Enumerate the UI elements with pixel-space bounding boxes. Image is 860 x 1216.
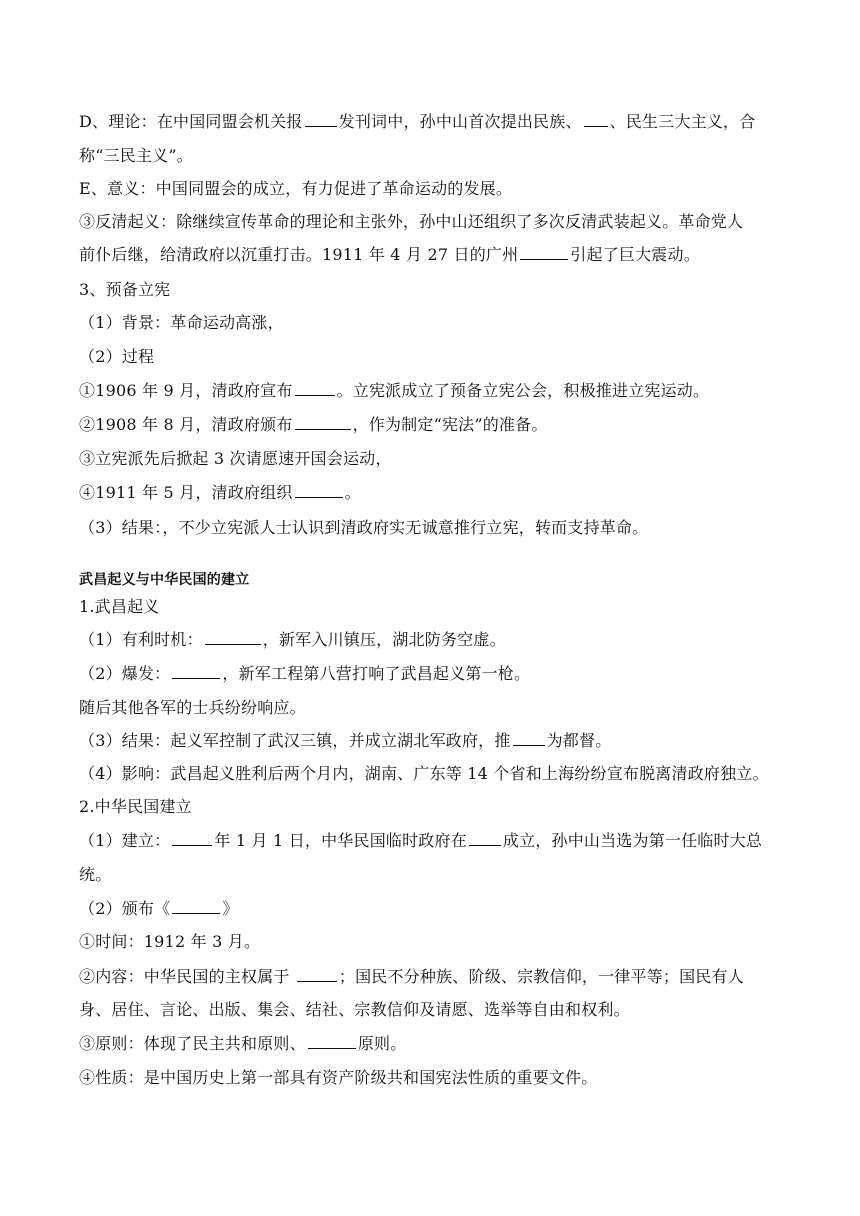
- text-segment: ④1911 年 5 月，清政府组织: [79, 483, 293, 502]
- fill-in-blank: [172, 663, 220, 679]
- text-line: [79, 346, 786, 368]
- text-segment: （2）过程: [79, 347, 155, 366]
- text-segment: 成立，孙中山当选为第一任临时大总: [502, 831, 763, 850]
- text-segment: （2）颁布《: [79, 899, 171, 918]
- text-segment: 称“三民主义”。: [79, 146, 193, 165]
- text-segment: ③原则：体现了民主共和原则、: [79, 1034, 306, 1053]
- text-line: [79, 244, 786, 266]
- text-segment: （3）结果：起义军控制了武汉三镇，并成立湖北军政府，推: [79, 731, 511, 750]
- text-segment: E、意义：中国同盟会的成立，有力促进了革命运动的发展。: [79, 179, 513, 198]
- text-segment: 统。: [79, 865, 112, 884]
- text-line: [79, 312, 786, 334]
- fill-in-blank: [172, 898, 220, 914]
- section-heading: [79, 569, 786, 591]
- text-line: [79, 1067, 786, 1089]
- text-segment: （2）爆发：: [79, 664, 171, 683]
- text-segment: ②内容：中华民国的主权属于: [79, 967, 295, 986]
- text-segment: 引起了巨大震动。: [570, 245, 700, 264]
- text-line: [79, 629, 786, 651]
- text-segment: ①1906 年 9 月，清政府宣布: [79, 381, 293, 400]
- text-segment: 发刊词中，孙中山首次提出民族、: [338, 112, 582, 131]
- text-segment: ②1908 年 8 月，清政府颁布: [79, 415, 293, 434]
- text-line: [79, 796, 786, 818]
- text-segment: 。: [344, 483, 361, 502]
- text-line: [79, 596, 786, 618]
- text-segment: （1）建立：: [79, 831, 171, 850]
- text-line: [79, 999, 786, 1021]
- text-line: [79, 517, 786, 539]
- fill-in-blank: [205, 629, 261, 645]
- text-segment: 1.武昌起义: [79, 597, 160, 616]
- text-line: [79, 697, 786, 719]
- text-segment: （4）影响：武昌起义胜利后两个月内，湖南、广东等 14 个省和上海纷纷宣布脱离清政府独立。: [79, 764, 769, 783]
- text-segment: （1）有利时机：: [79, 630, 203, 649]
- text-line: [79, 211, 786, 233]
- text-line: [79, 663, 786, 685]
- text-line: [79, 414, 786, 436]
- text-segment: （3）结果：，不少立宪派人士认识到清政府实无诚意推行立宪，转而支持革命。: [79, 518, 649, 537]
- fill-in-blank: [513, 730, 545, 746]
- text-line: [79, 864, 786, 886]
- text-segment: ①时间：1912 年 3 月。: [79, 932, 261, 951]
- text-segment: 随后其他各军的士兵纷纷响应。: [79, 698, 306, 717]
- text-segment: D、理论：在中国同盟会机关报: [79, 112, 303, 131]
- text-line: [79, 482, 786, 504]
- text-segment: 、民生三大主义，合: [609, 112, 756, 131]
- text-segment: ，新军工程第八营打响了武昌起义第一枪。: [222, 664, 531, 683]
- fill-in-blank: [584, 111, 608, 127]
- text-line: [79, 1033, 786, 1055]
- text-segment: ④性质：是中国历史上第一部具有资产阶级共和国宪法性质的重要文件。: [79, 1068, 598, 1087]
- text-segment: 2.中华民国建立: [79, 797, 192, 816]
- fill-in-blank: [520, 244, 568, 260]
- fill-in-blank: [308, 1033, 356, 1049]
- text-segment: ，作为制定“宪法”的准备。: [352, 415, 548, 434]
- text-line: [79, 763, 786, 785]
- text-segment: （1）背景：革命运动高涨，: [79, 313, 284, 332]
- fill-in-blank: [295, 380, 335, 396]
- text-segment: 前仆后继，给清政府以沉重打击。1911 年 4 月 27 日的广州: [79, 245, 519, 264]
- text-segment: ，新军入川镇压，湖北防务空虚。: [262, 630, 506, 649]
- fill-in-blank: [295, 482, 343, 498]
- text-line: [79, 448, 786, 470]
- text-segment: 武昌起义与中华民国的建立: [79, 572, 250, 588]
- text-line: [79, 931, 786, 953]
- text-segment: ③立宪派先后掀起 3 次请愿速开国会运动，: [79, 449, 392, 468]
- fill-in-blank: [172, 830, 212, 846]
- fill-in-blank: [295, 414, 351, 430]
- text-line: [79, 830, 786, 852]
- text-segment: ③反清起义：除继续宣传革命的理论和主张外，孙中山还组织了多次反清武装起义。革命党人: [79, 212, 744, 231]
- text-segment: 》: [222, 899, 239, 918]
- text-segment: 3、预备立宪: [79, 280, 171, 299]
- text-segment: 原则。: [357, 1034, 407, 1053]
- text-line: [79, 380, 786, 402]
- fill-in-blank: [469, 830, 501, 846]
- text-line: [79, 178, 786, 200]
- text-segment: 为都督。: [546, 731, 612, 750]
- text-segment: ；国民不分种族、阶级、宗教信仰，一律平等；国民有人: [338, 967, 744, 986]
- text-line: [79, 898, 786, 920]
- fill-in-blank: [305, 111, 337, 127]
- text-line: [79, 145, 786, 167]
- text-line: [79, 111, 786, 133]
- fill-in-blank: [297, 966, 337, 982]
- text-line: [79, 730, 786, 752]
- text-line: [79, 279, 786, 301]
- text-segment: 。立宪派成立了预备立宪公会，积极推进立宪运动。: [336, 381, 710, 400]
- text-segment: 身、居住、言论、出版、集会、结社、宗教信仰及请愿、选举等自由和权利。: [79, 1000, 630, 1019]
- text-segment: 年 1 月 1 日，中华民国临时政府在: [214, 831, 467, 850]
- text-line: [79, 966, 786, 988]
